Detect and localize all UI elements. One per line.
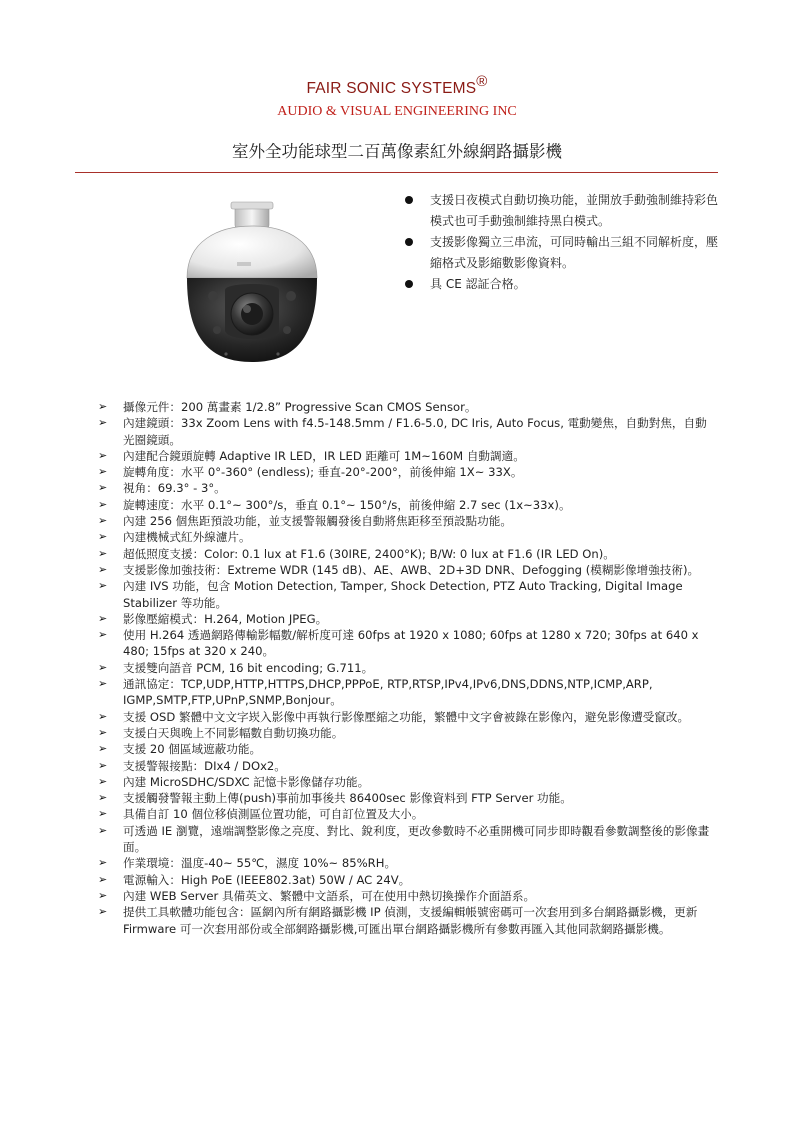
spec-item: [96, 806, 716, 822]
company-name: [0, 74, 794, 98]
arrow-bullet-icon: ➢: [98, 465, 108, 479]
spec-text: 內建 IVS 功能，包含 Motion Detection, Tamper, Shock Detection, PTZ Auto Tracking, Digital Image Stabilizer 等功能。: [123, 579, 683, 610]
spec-item: [96, 872, 716, 888]
spec-text: 支援白天與晚上不同影幅數自動切換功能。: [123, 725, 344, 740]
spec-item: [96, 497, 716, 513]
arrow-bullet-icon: ➢: [98, 872, 108, 886]
arrow-bullet-icon: ➢: [98, 530, 108, 544]
registered-mark: ®: [476, 73, 488, 90]
spec-text: 內建鏡頭：33x Zoom Lens with f4.5-148.5mm / F1.6-5.0, DC Iris, Auto Focus, 電動變焦，自動對焦，自動光圈鏡頭。: [123, 416, 707, 447]
header-divider: [75, 172, 718, 173]
spec-item: [96, 578, 716, 611]
arrow-bullet-icon: ➢: [98, 888, 108, 902]
arrow-bullet-icon: ➢: [98, 823, 108, 837]
spec-text: 使用 H.264 透過網路傳輸影幅數/解析度可達 60fps at 1920 x 1080; 60fps at 1280 x 720; 30fps at 640 x 480; 15fps at 320 x 240。: [123, 628, 699, 659]
arrow-bullet-icon: ➢: [98, 628, 108, 642]
feature-item: [400, 232, 718, 274]
spec-text: 旋轉速度：水平 0.1°~ 300°/s，垂直 0.1°~ 150°/s，前後伸縮 2.7 sec (1x~33x)。: [123, 497, 571, 512]
bullet-dot-icon: [405, 196, 413, 204]
spec-item: [96, 611, 716, 627]
company-subtitle: AUDIO & VISUAL ENGINEERING INC: [277, 104, 517, 119]
ptz-dome-camera-image: [153, 190, 350, 390]
spec-text: 作業環境：溫度-40~ 55℃，濕度 10%~ 85%RH。: [123, 856, 397, 871]
spec-list: [96, 399, 716, 937]
spec-item: [96, 448, 716, 464]
spec-item: [96, 725, 716, 741]
spec-item: [96, 415, 716, 448]
spec-text: 支援觸發警報主動上傳(push)事前加事後共 86400sec 影像資料到 FTP Server 功能。: [123, 791, 572, 806]
arrow-bullet-icon: ➢: [98, 514, 108, 528]
spec-item: [96, 823, 716, 856]
feature-text: 具 CE 認証合格。: [430, 277, 526, 291]
arrow-bullet-icon: ➢: [98, 709, 108, 723]
spec-text: 支援雙向語音 PCM, 16 bit encoding; G.711。: [123, 660, 374, 675]
feature-text: 支援影像獨立三串流，可同時輸出三組不同解析度，壓縮格式及影縮數影像資料。: [430, 235, 719, 270]
spec-text: 支援警報接點：DIx4 / DOx2。: [123, 758, 286, 773]
spec-item: [96, 790, 716, 806]
spec-item: [96, 464, 716, 480]
spec-item: [96, 888, 716, 904]
spec-text: 超低照度支援：Color: 0.1 lux at F1.6 (30IRE, 2400°K); B/W: 0 lux at F1.6 (IR LED On)。: [123, 546, 615, 561]
arrow-bullet-icon: ➢: [98, 481, 108, 495]
spec-item: [96, 741, 716, 757]
arrow-bullet-icon: ➢: [98, 448, 108, 462]
spec-item: [96, 513, 716, 529]
spec-text: 可透過 IE 瀏覽，遠端調整影像之亮度、對比、銳利度，更改參數時不必重開機可同步即時觀看參數調整後的影像畫面。: [123, 823, 710, 855]
arrow-bullet-icon: ➢: [98, 774, 108, 788]
spec-item: [96, 562, 716, 578]
spec-item: [96, 904, 716, 937]
spec-item: [96, 546, 716, 562]
arrow-bullet-icon: ➢: [98, 807, 108, 821]
spec-item: [96, 529, 716, 545]
arrow-bullet-icon: ➢: [98, 905, 108, 919]
arrow-bullet-icon: ➢: [98, 660, 108, 674]
spec-item: [96, 399, 716, 415]
bullet-dot-icon: [405, 280, 413, 288]
product-title: 室外全功能球型二百萬像素紅外線網路攝影機: [232, 142, 562, 161]
spec-item: [96, 758, 716, 774]
spec-text: 攝像元件：200 萬畫素 1/2.8” Progressive Scan CMOS Sensor。: [123, 400, 477, 414]
arrow-bullet-icon: ➢: [98, 562, 108, 576]
arrow-bullet-icon: ➢: [98, 742, 108, 756]
arrow-bullet-icon: ➢: [98, 416, 108, 430]
arrow-bullet-icon: ➢: [98, 791, 108, 805]
spec-text: 內建配合鏡頭旋轉 Adaptive IR LED，IR LED 距離可 1M~160M 自動調適。: [123, 448, 525, 463]
company-name-text: FAIR SONIC SYSTEMS: [306, 80, 477, 98]
spec-text: 支援影像加強技術：Extreme WDR (145 dB)、AE、AWB、2D+3D DNR、Defogging (模糊影像增強技術)。: [123, 562, 700, 577]
arrow-bullet-icon: ➢: [98, 677, 108, 691]
arrow-bullet-icon: ➢: [98, 546, 108, 560]
spec-text: 內建 WEB Server 具備英文、繁體中文語系，可在使用中熱切換操作介面語系。: [123, 888, 536, 903]
spec-item: [96, 676, 716, 709]
spec-item: [96, 660, 716, 676]
feature-text: 支援日夜模式自動切換功能，並開放手動強制維持彩色模式也可手動強制維持黑白模式。: [430, 193, 719, 228]
arrow-bullet-icon: ➢: [98, 856, 108, 870]
spec-text: 影像壓縮模式：H.264, Motion JPEG。: [123, 611, 328, 626]
feature-list: [400, 190, 718, 295]
spec-text: 旋轉角度：水平 0°-360° (endless); 垂直-20°-200°，前後伸縮 1X~ 33X。: [123, 465, 523, 480]
arrow-bullet-icon: ➢: [98, 758, 108, 772]
spec-text: 電源輸入：High PoE (IEEE802.3at) 50W / AC 24V。: [123, 872, 411, 887]
spec-text: 提供工具軟體功能包含：區網內所有網路攝影機 IP 偵測，支援編輯帳號密碼可一次套用到多台網路攝影機，更新 Firmware 可一次套用部份或全部網路攝影機,可匯出單台網路攝影機所有參數再匯入其他同款網路攝影機。: [123, 905, 698, 936]
arrow-bullet-icon: ➢: [98, 497, 108, 511]
arrow-bullet-icon: ➢: [98, 400, 108, 413]
arrow-bullet-icon: ➢: [98, 611, 108, 625]
feature-item: [400, 274, 718, 295]
spec-text: 內建 MicroSDHC/SDXC 記憶卡影像儲存功能。: [123, 774, 370, 789]
spec-item: [96, 480, 716, 496]
arrow-bullet-icon: ➢: [98, 725, 108, 739]
spec-item: [96, 855, 716, 871]
spec-text: 視角：69.3° - 3°。: [123, 481, 226, 496]
arrow-bullet-icon: ➢: [98, 579, 108, 593]
spec-text: 內建 256 個焦距預設功能，並支援警報觸發後自動將焦距移至預設點功能。: [123, 514, 512, 529]
spec-item: [96, 709, 716, 725]
spec-text: 支援 OSD 繁體中文文字崁入影像中再執行影像壓縮之功能，繁體中文字會被錄在影像內，避免影像遭受竄改。: [123, 709, 690, 724]
bullet-dot-icon: [405, 238, 413, 246]
spec-text: 具備自訂 10 個位移偵測區位置功能，可自訂位置及大小。: [123, 807, 424, 822]
spec-text: 支援 20 個區域遮蔽功能。: [123, 742, 262, 757]
spec-item: [96, 774, 716, 790]
spec-text: 通訊協定：TCP,UDP,HTTP,HTTPS,DHCP,PPPoE, RTP,RTSP,IPv4,IPv6,DNS,DDNS,NTP,ICMP,ARP, IGMP,SMTP,FTP,UPnP,SNMP,Bonjour。: [123, 677, 653, 708]
spec-item: [96, 627, 716, 660]
spec-text: 內建機械式紅外線濾片。: [123, 530, 251, 545]
feature-item: [400, 190, 718, 232]
